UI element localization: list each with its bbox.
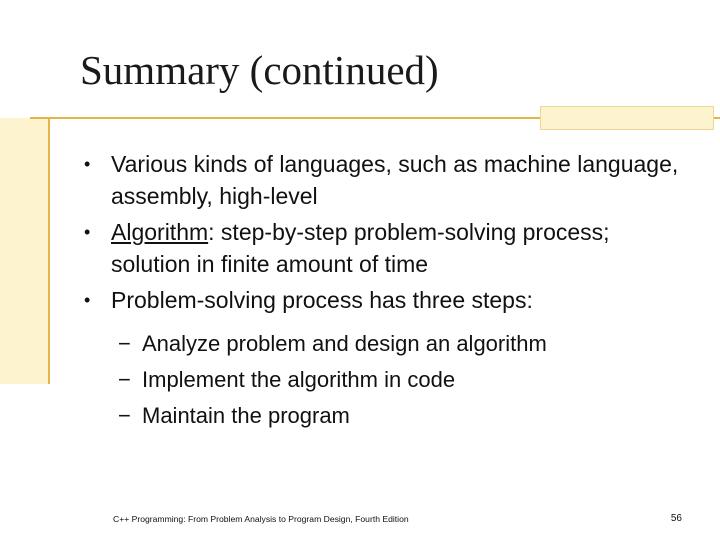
sub-bullet-marker: − [118, 331, 131, 356]
left-accent-bar [0, 118, 50, 384]
sub-bullet-list [84, 326, 694, 434]
bullet-item [84, 216, 694, 280]
bullet-item [84, 284, 694, 316]
slide-footer: C++ Programming: From Problem Analysis to Program Design, Fourth Edition [113, 514, 409, 524]
bullet-marker: • [84, 222, 91, 242]
sub-bullet-item [84, 326, 694, 362]
page-number: 56 [670, 513, 682, 524]
bullet-text: : step-by-step problem-solving process; solution in finite amount of time [111, 219, 610, 277]
bullet-item [84, 148, 694, 212]
bullet-marker: • [84, 154, 91, 174]
sub-bullet-text: Maintain the program [142, 403, 350, 428]
bullet-text: Various kinds of languages, such as machine language, assembly, high-level [111, 151, 679, 209]
sub-bullet-text: Implement the algorithm in code [142, 367, 456, 392]
bullet-marker: • [84, 290, 91, 310]
sub-bullet-marker: − [118, 367, 131, 392]
bullet-list [84, 148, 694, 434]
sub-bullet-text: Analyze problem and design an algorithm [142, 331, 547, 356]
sub-bullet-marker: − [118, 403, 131, 428]
bullet-text: Problem-solving process has three steps: [111, 287, 533, 313]
bullet-term: Algorithm [111, 219, 209, 245]
slide-title: Summary (continued) [80, 47, 439, 93]
sub-bullet-item [84, 362, 694, 398]
sub-bullet-item [84, 398, 694, 434]
right-accent-bar [540, 106, 714, 130]
